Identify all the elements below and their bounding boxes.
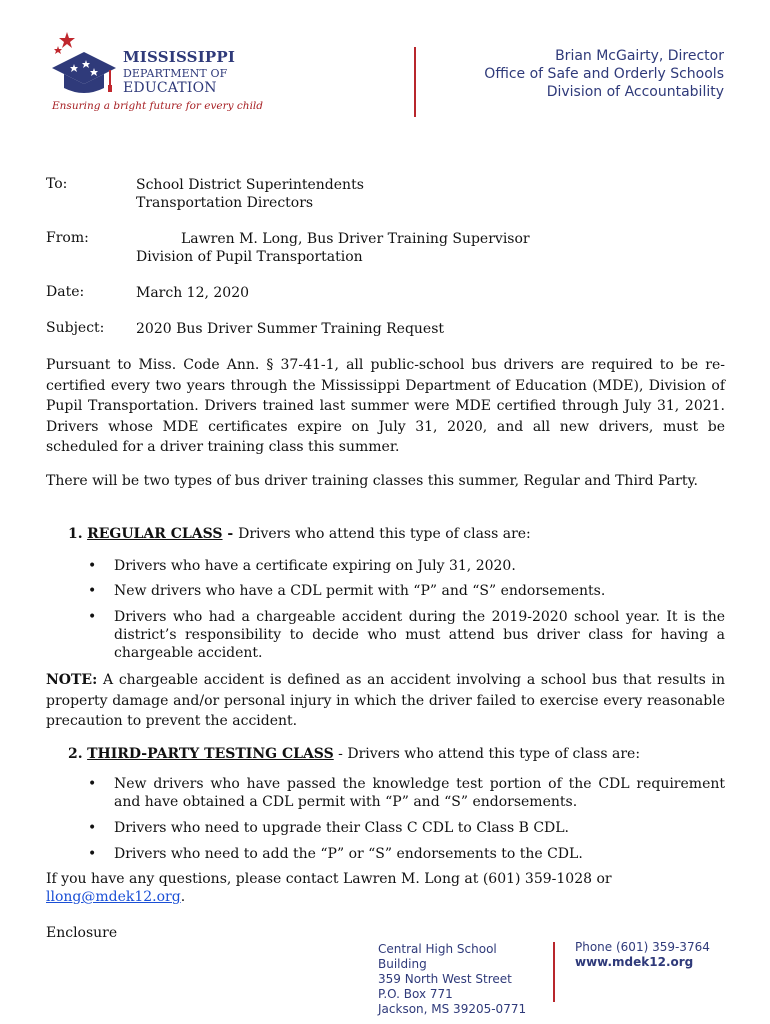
address-line-5: Jackson, MS 39205-0771	[378, 1002, 527, 1016]
date-value: March 12, 2020	[136, 285, 250, 301]
note-text: A chargeable accident is defined as an accident involving a school bus that results in property damage and/or personal injury in which the driver failed to exercise every reasonable precaution to prevent the accident.	[46, 672, 725, 729]
office-name: Office of Safe and Orderly Schools	[484, 66, 724, 82]
list-item-text: New drivers who have a CDL permit with “P” and “S” endorsements.	[114, 583, 606, 599]
header-contact	[484, 47, 724, 101]
note-paragraph	[46, 670, 725, 732]
logo-tagline: Ensuring a bright future for every child	[52, 100, 264, 112]
mde-logo	[50, 32, 264, 118]
footer-address	[378, 942, 543, 1016]
list-item-text: Drivers who had a chargeable accident during the 2019-2020 school year. It is the district’s responsibility to decide who must attend bus driver class for having a chargeable accident.	[114, 609, 725, 661]
from-value	[136, 230, 530, 266]
subject-label: Subject:	[46, 320, 105, 336]
paragraph-1: Pursuant to Miss. Code Ann. § 37-41-1, all public-school bus drivers are required to be re-certified every two years through the Mississippi Department of Education (MDE), Division of Pupil Transportation. Drivers trained last summer were MDE certified through July 31, 2021. Drivers whose MDE certificates expire on July 31, 2020, and all new drivers, must be scheduled for a driver training class this summer.	[46, 357, 725, 455]
list-item: • New drivers who have passed the knowledge test portion of the CDL requirement and have obtained a CDL permit with “P” and “S” endorsements.	[88, 776, 725, 810]
from-line-2: Division of Pupil Transportation	[136, 249, 363, 265]
contact-paragraph	[46, 870, 725, 906]
item-1-title: REGULAR CLASS	[87, 526, 223, 542]
item-2-separator: -	[333, 746, 348, 762]
director-name: Brian McGairty, Director	[555, 48, 724, 64]
item-2-number: 2.	[68, 746, 83, 762]
item-2-title: THIRD-PARTY TESTING CLASS	[87, 746, 334, 762]
item-1-text: Drivers who attend this type of class are:	[238, 526, 531, 542]
enclosure: Enclosure	[46, 925, 118, 941]
email-link[interactable]: llong@mdek12.org	[46, 889, 181, 905]
footer-website[interactable]: www.mdek12.org	[575, 955, 694, 969]
list-item-text: Drivers who have a certificate expiring on July 31, 2020.	[114, 558, 516, 574]
note-label: NOTE:	[46, 672, 98, 688]
contact-text: If you have any questions, please contact Lawren M. Long at (601) 359-1028 or	[46, 871, 612, 887]
list-item: • Drivers who have a certificate expiring on July 31, 2020.	[90, 557, 725, 575]
address-line-3: 359 North West Street	[378, 972, 512, 986]
list-item: • Drivers who need to add the “P” or “S” endorsements to the CDL.	[90, 845, 725, 863]
to-value	[136, 176, 364, 212]
list-item-text: Drivers who need to upgrade their Class C CDL to Class B CDL.	[114, 820, 570, 836]
graduation-cap-icon	[50, 32, 125, 100]
logo-line-1: MISSISSIPPI	[123, 48, 236, 66]
paragraph-2: There will be two types of bus driver training classes this summer, Regular and Third Party.	[46, 473, 698, 489]
item-1-number: 1.	[68, 526, 83, 542]
contact-end: .	[180, 889, 186, 905]
date-label: Date:	[46, 284, 85, 300]
third-party-heading	[68, 746, 640, 762]
from-line-1: Lawren M. Long, Bus Driver Training Supervisor	[181, 231, 530, 247]
from-label: From:	[46, 230, 89, 246]
item-1-separator: -	[222, 526, 239, 542]
to-line-1: School District Superintendents	[136, 177, 364, 193]
list-item: • Drivers who need to upgrade their Class C CDL to Class B CDL.	[90, 819, 725, 837]
footer-divider	[553, 942, 555, 1002]
division-name: Division of Accountability	[546, 84, 724, 100]
regular-class-heading	[68, 526, 531, 542]
list-item-text: New drivers who have passed the knowledge test portion of the CDL requirement and have obtained a CDL permit with “P” and “S” endorsements.	[114, 776, 725, 810]
item-2-text: Drivers who attend this type of class are:	[347, 746, 641, 762]
address-line-1: Central High School	[378, 942, 497, 956]
to-line-2: Transportation Directors	[136, 195, 314, 211]
footer-phone: Phone (601) 359-3764	[575, 940, 710, 954]
list-item: • Drivers who had a chargeable accident during the 2019-2020 school year. It is the district’s responsibility to decide who must attend bus driver class for having a chargeable accident.	[88, 609, 725, 661]
subject-value: 2020 Bus Driver Summer Training Request	[136, 321, 445, 337]
header-divider	[414, 47, 416, 117]
address-line-4: P.O. Box 771	[378, 987, 453, 1001]
logo-line-3: EDUCATION	[123, 80, 217, 96]
address-line-2: Building	[378, 957, 427, 971]
list-item: • New drivers who have a CDL permit with “P” and “S” endorsements.	[90, 582, 725, 600]
footer-contact	[575, 940, 710, 970]
logo-line-2: DEPARTMENT OF	[123, 67, 228, 80]
list-item-text: Drivers who need to add the “P” or “S” endorsements to the CDL.	[114, 846, 583, 862]
to-label: To:	[46, 176, 68, 192]
